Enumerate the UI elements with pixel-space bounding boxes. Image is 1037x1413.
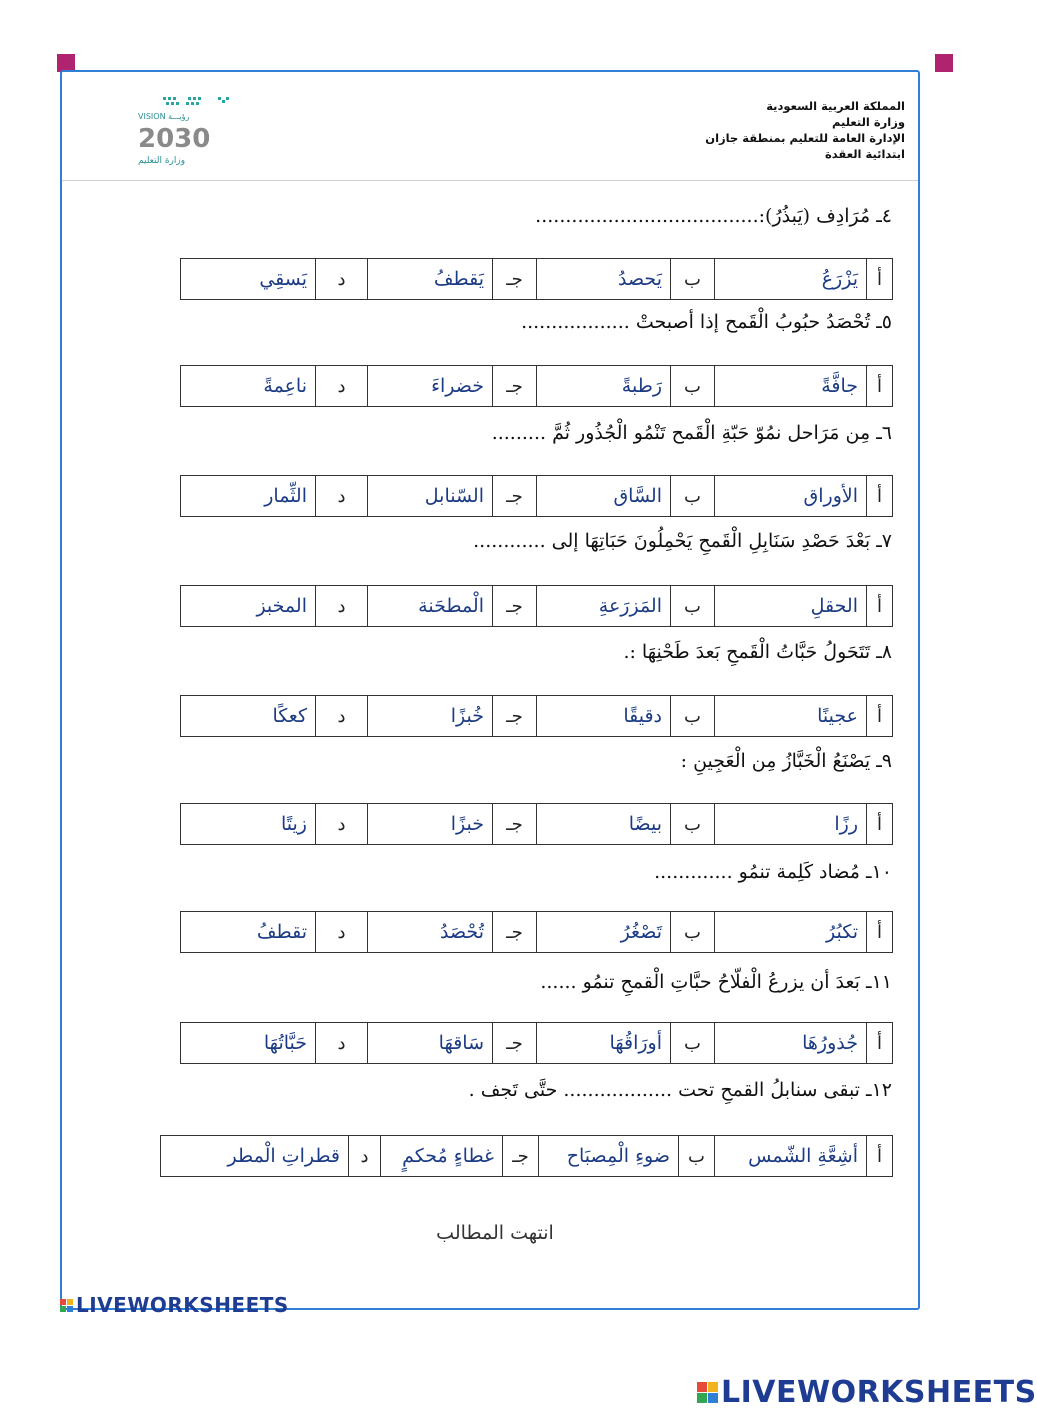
option-text[interactable]: السّنابل <box>368 476 493 517</box>
vision-2030-logo <box>136 95 236 170</box>
question-8-prompt: ٨ـ تَتَحَولُ حَبَّاتُ الْقَمحِ بَعدَ طَحْنِهَا :. <box>623 641 892 663</box>
option-letter: ب <box>671 804 715 845</box>
question-7-prompt: ٧ـ بَعْدَ حَصْدِ سَنَابِلِ الْقَمحِ يَحْمِلُونَ حَبَاتِهَا إلى ............ <box>473 530 892 552</box>
liveworksheets-brand-outer[interactable] <box>697 1375 1037 1410</box>
option-letter: جـ <box>493 586 537 627</box>
school-line-school: ابتدائية العقدة <box>825 147 905 161</box>
option-letter: جـ <box>493 696 537 737</box>
option-text[interactable]: جافَّةً <box>715 366 867 407</box>
vision-year: 2030 <box>138 124 211 154</box>
option-letter: ب <box>671 259 715 300</box>
option-letter: جـ <box>493 259 537 300</box>
option-text[interactable]: الثِّمار <box>181 476 316 517</box>
option-text[interactable]: الحقلِ <box>715 586 867 627</box>
option-text[interactable]: يَسقِي <box>181 259 316 300</box>
option-letter: د <box>316 259 368 300</box>
option-letter: جـ <box>503 1136 539 1177</box>
option-text[interactable]: الْمطحَنة <box>368 586 493 627</box>
option-letter: أ <box>867 804 893 845</box>
question-9-prompt: ٩ـ يَصْنَعُ الْخَبَّازُ مِن الْعَجِينِ : <box>680 750 892 772</box>
option-text[interactable]: بيضًا <box>537 804 671 845</box>
question-11-prompt: ١١ـ بَعدَ أن يزرعُ الْفلّاحُ حبَّاتِ الْقمحِ تنمُو ...... <box>540 971 892 993</box>
liveworksheets-brand-inner[interactable] <box>60 1293 289 1317</box>
option-text[interactable]: ناعِمةً <box>181 366 316 407</box>
vision-top-text: VISION رؤيـــة <box>138 112 190 121</box>
option-text[interactable]: رزًا <box>715 804 867 845</box>
option-letter: أ <box>867 1023 893 1064</box>
option-letter: جـ <box>493 366 537 407</box>
liveworksheets-brand-outer-text: LIVEWORKSHEETS <box>721 1375 1037 1410</box>
question-6-prompt: ٦ـ مِن مَرَاحل نمُوّ حَبّةِ الْقَمح تَنْمُو الْجُذُور ثُمَّ ......... <box>491 422 892 444</box>
option-letter: أ <box>867 586 893 627</box>
option-text[interactable]: عجينًا <box>715 696 867 737</box>
end-note: انتهت المطالب <box>436 1222 554 1244</box>
option-letter: د <box>316 696 368 737</box>
option-text[interactable]: المخبز <box>181 586 316 627</box>
question-5-prompt: ٥ـ تُحْصَدُ حبُوبُ الْقَمح إذا أصبحتْ .................. <box>521 311 892 333</box>
school-line-country: المملكة العربية السعودية <box>766 99 905 113</box>
option-letter: أ <box>867 476 893 517</box>
option-text[interactable]: زيتًا <box>181 804 316 845</box>
option-text[interactable]: كعكًا <box>181 696 316 737</box>
option-text[interactable]: خضراءَ <box>368 366 493 407</box>
question-8-options <box>180 695 893 737</box>
option-letter: أ <box>867 259 893 300</box>
option-text[interactable]: ضوءِ الْمِصبَاح <box>539 1136 679 1177</box>
option-letter: ب <box>671 696 715 737</box>
option-text[interactable]: السَّاق <box>537 476 671 517</box>
option-text[interactable]: يَقطفُ <box>368 259 493 300</box>
option-letter: د <box>316 476 368 517</box>
option-text[interactable]: تُحْصَدُ <box>368 912 493 953</box>
option-text[interactable]: حَبَّاتُهَا <box>181 1023 316 1064</box>
question-5-options <box>180 365 893 407</box>
option-letter: جـ <box>493 912 537 953</box>
option-text[interactable]: سَاقهَا <box>368 1023 493 1064</box>
school-line-ministry: وزارة التعليم <box>832 115 905 129</box>
option-text[interactable]: تكبُرُ <box>715 912 867 953</box>
school-line-administration: الإدارة العامة للتعليم بمنطقة جازان <box>705 131 905 145</box>
option-text[interactable]: دقيقًا <box>537 696 671 737</box>
option-text[interactable]: أورَاقُهَا <box>537 1023 671 1064</box>
option-letter: د <box>349 1136 381 1177</box>
option-text[interactable]: تَصْغُرُ <box>537 912 671 953</box>
question-4-prompt: ٤ـ مُرَادِف (يَبذُرُ):..................................... <box>535 205 892 227</box>
option-text[interactable]: خبزًا <box>368 804 493 845</box>
liveworksheets-brand-inner-text: LIVEWORKSHEETS <box>76 1293 289 1317</box>
worksheet-frame <box>60 70 920 1310</box>
option-letter: أ <box>867 366 893 407</box>
option-letter: د <box>316 804 368 845</box>
option-letter: د <box>316 1023 368 1064</box>
option-letter: جـ <box>493 1023 537 1064</box>
question-12-prompt: ١٢ـ تبقى سنابلُ القمحِ تحت .................. حتَّى تَجف . <box>468 1079 892 1101</box>
option-letter: د <box>316 586 368 627</box>
question-12-options <box>160 1135 893 1177</box>
header-divider <box>62 180 918 181</box>
option-text[interactable]: المَزرَعةِ <box>537 586 671 627</box>
liveworksheets-logo-icon <box>60 1299 73 1312</box>
option-letter: جـ <box>493 476 537 517</box>
question-9-options <box>180 803 893 845</box>
option-letter: أ <box>867 1136 893 1177</box>
question-7-options <box>180 585 893 627</box>
option-letter: ب <box>671 476 715 517</box>
option-text[interactable]: الأوراق <box>715 476 867 517</box>
option-letter: أ <box>867 696 893 737</box>
option-text[interactable]: أشِعَّةِ الشّمس <box>715 1136 867 1177</box>
option-text[interactable]: يَزْرَعُ <box>715 259 867 300</box>
school-header <box>665 98 905 162</box>
option-text[interactable]: يَحصدُ <box>537 259 671 300</box>
option-letter: د <box>316 912 368 953</box>
option-letter: ب <box>671 366 715 407</box>
corner-marker-right <box>935 54 953 72</box>
option-text[interactable]: تقطفُ <box>181 912 316 953</box>
question-10-prompt: ١٠ـ مُضاد كَلِمة تنمُو ............. <box>654 861 892 883</box>
option-text[interactable]: جُذورُهَا <box>715 1023 867 1064</box>
question-10-options <box>180 911 893 953</box>
option-text[interactable]: قطراتِ الْمطر <box>161 1136 349 1177</box>
question-6-options <box>180 475 893 517</box>
option-text[interactable]: خُبزًا <box>368 696 493 737</box>
option-letter: ب <box>671 1023 715 1064</box>
option-letter: أ <box>867 912 893 953</box>
option-letter: ب <box>671 912 715 953</box>
liveworksheets-logo-icon <box>697 1382 718 1403</box>
option-letter: ب <box>671 586 715 627</box>
option-letter: د <box>316 366 368 407</box>
option-text[interactable]: غطاءٍ مُحكمٍ <box>381 1136 503 1177</box>
vision-ministry: وزارة التعليم <box>138 156 186 166</box>
option-letter: ب <box>679 1136 715 1177</box>
question-11-options <box>180 1022 893 1064</box>
question-4-options <box>180 258 893 300</box>
option-text[interactable]: رَطبةً <box>537 366 671 407</box>
option-letter: جـ <box>493 804 537 845</box>
